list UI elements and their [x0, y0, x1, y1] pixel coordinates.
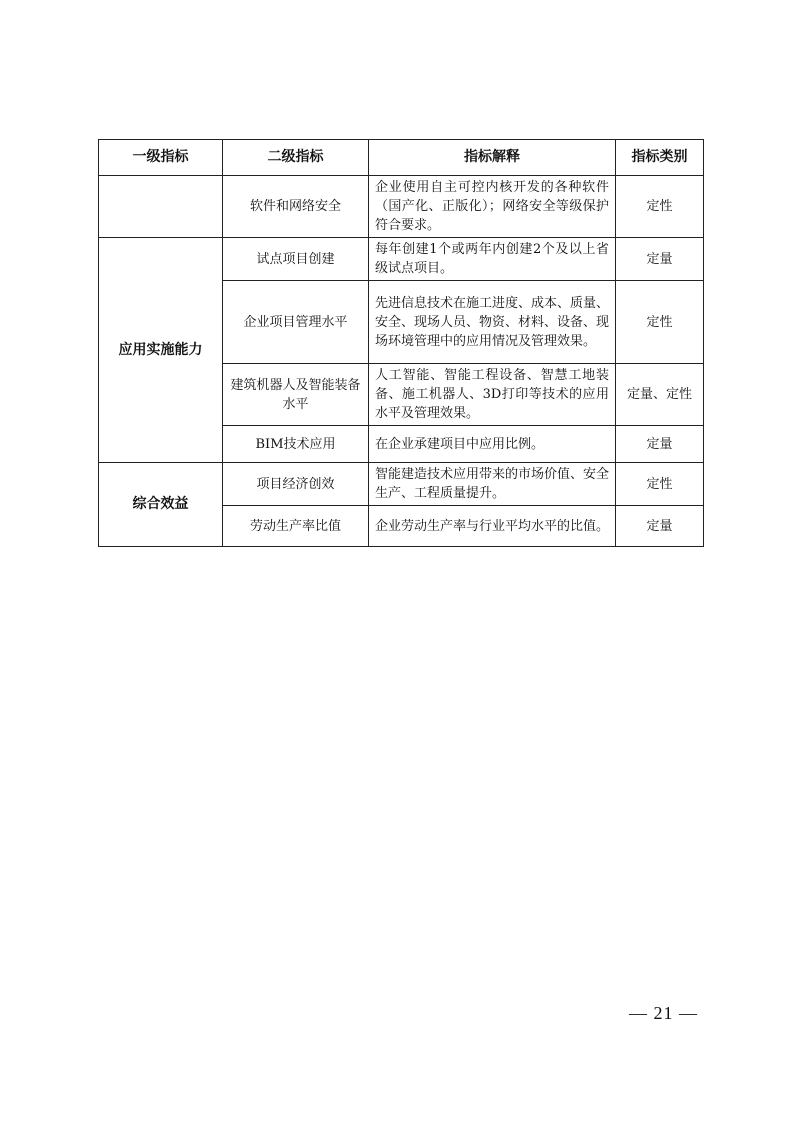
category-cell: 定量、定性 — [616, 364, 704, 426]
category-cell: 定量 — [616, 238, 704, 281]
indicator-table — [98, 139, 704, 547]
level2-cell: BIM技术应用 — [223, 426, 369, 463]
level2-cell: 软件和网络安全 — [223, 176, 369, 238]
level2-cell: 建筑机器人及智能装备水平 — [223, 364, 369, 426]
category-cell: 定性 — [616, 463, 704, 506]
level1-cell: 综合效益 — [99, 463, 223, 547]
explanation-cell: 每年创建1个或两年内创建2个及以上省级试点项目。 — [369, 238, 616, 281]
level2-cell: 项目经济创效 — [223, 463, 369, 506]
category-cell: 定性 — [616, 281, 704, 364]
explanation-cell: 先进信息技术在施工进度、成本、质量、安全、现场人员、物资、材料、设备、现场环境管理中的应用情况及管理效果。 — [369, 281, 616, 364]
table-header-row — [99, 140, 704, 176]
page-number: — 21 — — [629, 1003, 698, 1023]
level2-cell: 试点项目创建 — [223, 238, 369, 281]
level2-cell: 劳动生产率比值 — [223, 506, 369, 547]
column-header-level1: 一级指标 — [99, 140, 223, 176]
explanation-cell: 人工智能、智能工程设备、智慧工地装备、施工机器人、3D打印等技术的应用水平及管理效果。 — [369, 364, 616, 426]
category-cell: 定性 — [616, 176, 704, 238]
explanation-cell: 企业劳动生产率与行业平均水平的比值。 — [369, 506, 616, 547]
category-cell: 定量 — [616, 426, 704, 463]
column-header-category: 指标类别 — [616, 140, 704, 176]
category-cell: 定量 — [616, 506, 704, 547]
column-header-level2: 二级指标 — [223, 140, 369, 176]
explanation-cell: 在企业承建项目中应用比例。 — [369, 426, 616, 463]
explanation-cell: 企业使用自主可控内核开发的各种软件（国产化、正版化）；网络安全等级保护符合要求。 — [369, 176, 616, 238]
table-row — [99, 463, 704, 506]
level1-cell — [99, 176, 223, 238]
level2-cell: 企业项目管理水平 — [223, 281, 369, 364]
column-header-explanation: 指标解释 — [369, 140, 616, 176]
level1-cell: 应用实施能力 — [99, 238, 223, 463]
table-row — [99, 238, 704, 281]
table-row — [99, 176, 704, 238]
explanation-cell: 智能建造技术应用带来的市场价值、安全生产、工程质量提升。 — [369, 463, 616, 506]
